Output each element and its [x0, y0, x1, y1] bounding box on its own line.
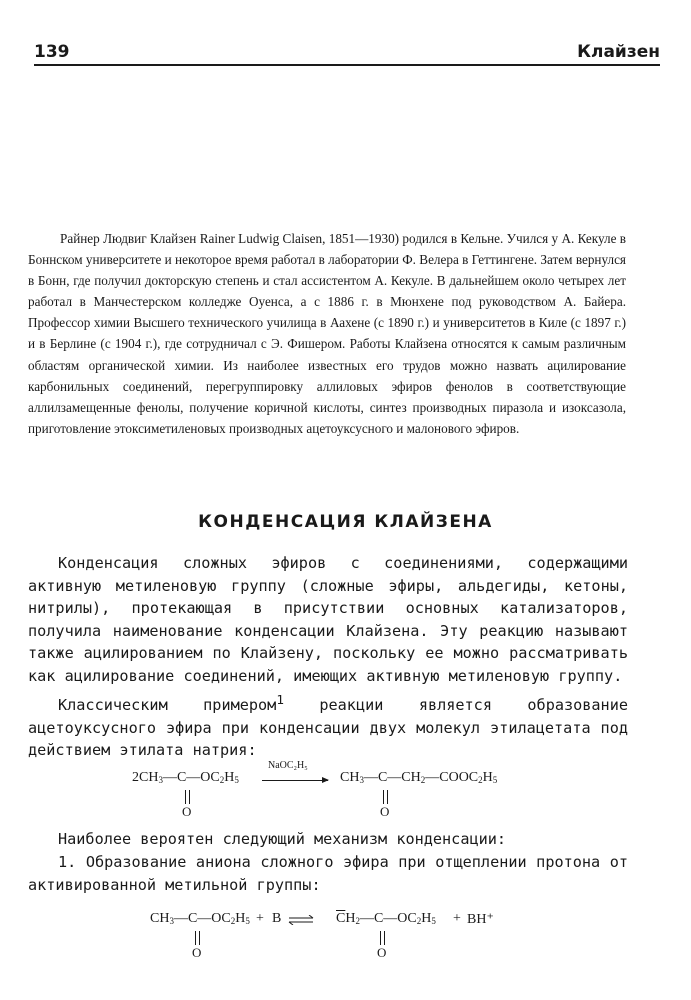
- section-title: КОНДЕНСАЦИЯ КЛАЙЗЕНА: [198, 512, 493, 532]
- reactant-oxygen: O: [182, 804, 192, 819]
- reactant-double-bond: [185, 790, 190, 804]
- ester-reactant: $CH_3—C—OC_2H_5$: [150, 911, 250, 926]
- equation-enolate-formation: [0, 905, 691, 963]
- reactant-ethyl-acetate: $2CH_3—C—OC_2H_5$: [132, 770, 239, 785]
- anion-oxygen: O: [377, 945, 387, 960]
- equilibrium-arrow: [288, 915, 314, 925]
- plus-sign: +: [256, 911, 264, 926]
- paragraph-definition: Конденсация сложных эфиров с соединениями, содержащими активную метиленовую группу (сложные эфиры, альдегиды, кетоны, нитрилы), протекающая в присутствии основных катализаторов, получила наименование конденсации Клайзена. Эту реакцию называют также ацилированием по Клайзену, поскольку ее можно рассматривать как ацилирование соединений, имеющих активную метиленовую группу.: [28, 554, 628, 685]
- header-rule: [34, 64, 660, 66]
- page-number: 139: [34, 42, 70, 62]
- paragraph-mechanism-intro: Наиболее вероятен следующий механизм конденсации:: [58, 830, 507, 848]
- footnote-marker: 1: [276, 692, 284, 707]
- reaction-arrow: [262, 780, 328, 781]
- reactant-double-bond: [195, 931, 200, 945]
- page-header: [34, 38, 660, 62]
- example-text-end: реакции является образование ацетоуксусного эфира при конденсации двух молекул этилацетата под действием этилата натрия:: [28, 696, 628, 760]
- example-text-start: Классическим примером: [58, 696, 277, 715]
- biography-paragraph: Райнер Людвиг Клайзен Rainer Ludwig Claisen, 1851—1930) родился в Кельне. Учился у А. Кекуле в Боннском университете и некоторое время работал в лаборатории Ф. Велера в Геттингене. Затем вернулся в Бонн, где получил докторскую степень и стал ассистентом А. Кекуле. В дальнейшем около четырех лет работал в Манчестерском колледже Оуенса, а с 1886 г. в Мюнхене под руководством А. Байера. Профессор химии Высшего технического училища в Аахене (с 1890 г.) и университетов в Киле (с 1897 г.) и в Берлине (с 1904 г.), где сотрудничал с Э. Фишером. Работы Клайзена относятся к самым различным областям органической химии. Из наиболее известных его трудов можно назвать ацилирование карбонильных соединений, перегруппировку аллиловых эфиров фенолов в соответствующие аллилзамещенные фенолы, получение коричной кислоты, синтез производных пиразола и изоксазола, приготовление этоксиметиленовых производных ацетоуксусного и малонового эфиров.: [28, 231, 626, 436]
- product-acetoacetic-ester: $CH_3—C—CH_2—COOC_2H_5$: [340, 770, 498, 785]
- paragraph-example: [28, 689, 628, 762]
- product-double-bond: [383, 790, 388, 804]
- base-symbol: B: [272, 911, 282, 926]
- paragraph-step-1: 1. Образование аниона сложного эфира при отщеплении протона от активированной метильной группы:: [28, 853, 628, 894]
- product-oxygen: O: [380, 804, 390, 819]
- anion-double-bond: [380, 931, 385, 945]
- plus-sign-2: +: [453, 911, 461, 926]
- reactant-oxygen: O: [192, 945, 202, 960]
- running-title: Клайзен: [577, 42, 660, 62]
- ester-anion: $CH_2—C—OC_2H_5$: [336, 911, 436, 926]
- equation-ester-condensation: [0, 760, 691, 822]
- catalyst-label: NaOC₂H₅: [268, 760, 308, 771]
- conjugate-acid: BH⁺: [467, 912, 494, 927]
